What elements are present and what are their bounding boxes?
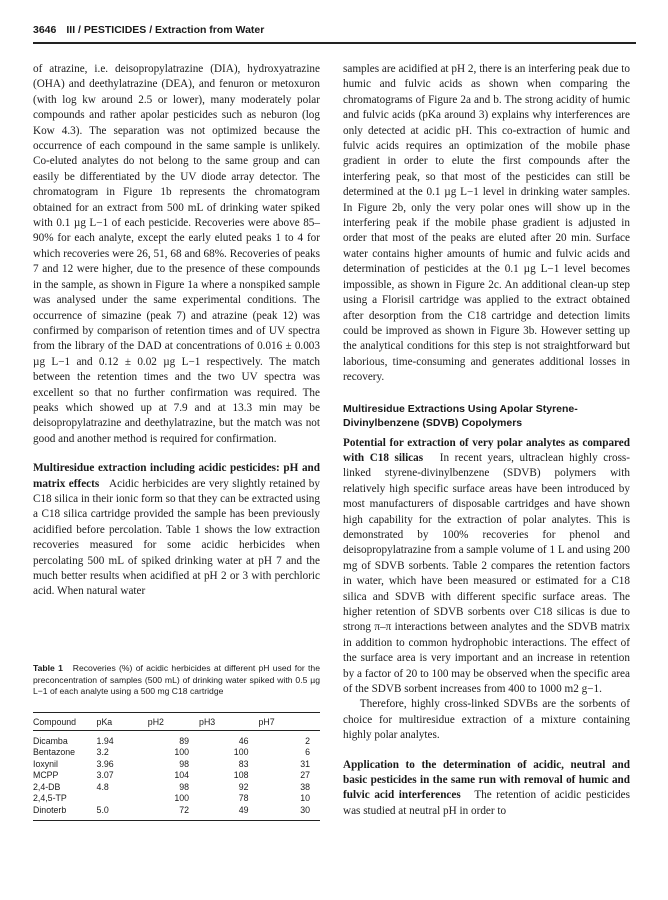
- cell-compound: Dinoterb: [33, 805, 97, 820]
- section-heading-sdvb: Multiresidue Extractions Using Apolar Styrene-Divinylbenzene (SDVB) Copolymers: [343, 402, 578, 429]
- cell-ph7: 2: [305, 735, 310, 746]
- right-column: [343, 62, 630, 819]
- cell-compound: Bentazone: [33, 747, 76, 758]
- paragraph-body-application: The retention of acidic pesticides was studied at neutral pH in order to: [343, 789, 630, 817]
- right-paragraph-4: [343, 758, 630, 820]
- table-label: Table 1: [33, 663, 63, 673]
- cell-ph7: 6: [305, 747, 310, 758]
- table-row: [33, 759, 320, 771]
- cell-pka: 3.07: [96, 770, 114, 781]
- left-column: [33, 62, 320, 600]
- header-ph7: pH7: [258, 712, 320, 730]
- recoveries-table: [33, 712, 320, 821]
- table-row: [33, 793, 320, 805]
- cell-compound: MCPP: [33, 770, 59, 781]
- header-compound: Compound: [33, 712, 97, 730]
- cell-compound: Ioxynil: [33, 758, 58, 769]
- paragraph-title-acidic: Multiresidue extraction including acidic pesticides: pH and matrix effects: [33, 462, 320, 490]
- header-ph2: pH2: [148, 712, 199, 730]
- cell-ph3: 78: [238, 793, 249, 804]
- table-row: [33, 747, 320, 759]
- table-row: [33, 730, 320, 747]
- cell-ph2: 89: [179, 735, 190, 746]
- paragraph-title-application: Application to the determination of acidic, neutral and basic pesticides in the same run with removal of humic and fulvic acid interferences: [343, 758, 630, 802]
- cell-pka: 1.94: [96, 735, 114, 746]
- cell-ph7: 31: [300, 758, 310, 769]
- cell-ph2: 100: [174, 793, 190, 804]
- running-title: III / PESTICIDES / Extraction from Water: [66, 24, 265, 36]
- table-caption-text: Recoveries (%) of acidic herbicides at different pH used for the preconcentration of samples (500 mL) of drinking water spiked with 0.5 µg L−1 of each analyte using a 500 mg C18 cartridge: [33, 663, 320, 696]
- cell-ph7: 10: [300, 793, 310, 804]
- cell-ph7: 27: [300, 770, 310, 781]
- cell-ph3: 108: [233, 770, 249, 781]
- cell-ph3: 100: [233, 747, 249, 758]
- right-paragraph-1: samples are acidified at pH 2, there is an interfering peak due to humic and fulvic acids as shown when comparing the chromatograms of Figure 2a and b. The strong acidity of humic and fulvic acids (pKa around 3) explains why interferences are only detected at acidic pH. This co-extraction of humic and fulvic acids requires an optimization of the mobile phase gradient in order to elute the first compounds after the interfering peak, so that most of the pesticides can still be determined at the 0.1 µg L−1 level in drinking water samples. In Figure 2b, only the very polar ones will show up in the interfering peak if the mobile phase gradient is adjusted in order that most of the peaks are eluted after 20 min. Surface water contains higher amounts of humic and fulvic acids and determination of pesticides at the 0.1 µg L−1 level becomes impossible, as shown in Figure 2c. An additional clean-up step using a Florisil cartridge was applied to the extract obtained after desorption from the C18 cartridge and detection limits could be improved as shown in Figure 3b. However setting up the analytical conditions for this step is not straightforward but laborious, time-consuming and generates additional losses in recovery.: [343, 63, 630, 384]
- cell-compound: 2,4,5-TP: [33, 793, 67, 804]
- cell-pka: 3.96: [96, 758, 114, 769]
- left-paragraph-2: [33, 461, 320, 600]
- header-rule: [33, 42, 636, 44]
- left-paragraph-1: of atrazine, i.e. deisopropylatrazine (DIA), hydroxyatrazine (OHA) and deethylatrazine (DEA), and fenuron or metoxuron (with log kw around 2.5 or lower), many moderately polar compounds and rather apolar pesticides such as neburon (log Kow 4.3). The separation was not optimized because the occurrence of each compound in the same sample is unlikely. Co-eluted analytes do not belong to the same group and can easily be differentiated by the UV diode array detector. The chromatogram in Figure 1b represents the chromatogram obtained for an extract from 500 mL of drinking water spiked with 0.1 µg L−1 of each pesticide. Recoveries were above 85–90% for each analyte, except the early eluted peaks 1 to 4 for which recoveries were 26, 51, 68 and 68%. Recoveries of peaks 7 and 12 were higher, due to the presence of these compounds in the sample, as shown in Figure 1a where a nonspiked sample was analysed under the same experimental conditions. The occurrence of simazine (peak 7) and atrazine (peak 12) was confirmed by comparison of retention times and of UV spectra from the library of the DAD at concentrations of 0.016 ± 0.003 µg L−1 and 0.12 ± 0.02 µg L−1 respectively. The match between the retention times and the two UV spectra was excellent so that no further confirmation was required. The peaks which showed up at 7.9 and at 13.3 min may be deisopropylatrazine and deethylatrazine, but the match was not good and another method is required for confirmation.: [33, 63, 320, 445]
- table-1: [33, 663, 320, 821]
- header-pka: pKa: [97, 712, 148, 730]
- running-header: [33, 24, 633, 36]
- cell-ph2: 98: [179, 758, 190, 769]
- cell-ph2: 104: [174, 770, 190, 781]
- table-row: [33, 770, 320, 782]
- cell-compound: 2,4-DB: [33, 781, 61, 792]
- right-paragraph-3: Therefore, highly cross-linked SDVBs are the sorbents of choice for multiresidue extraction of a mixture containing highly polar analytes.: [343, 698, 630, 742]
- table-caption: [33, 663, 320, 698]
- paragraph-body-polar: In recent years, ultraclean highly cross-linked styrene-divinylbenzene (SDVB) polymers with relatively high specific surface areas have been introduced by most manufacturers of disposable cartridges and have shown high capability for the extraction of polar analytes. This is demonstrated by 100% recoveries for phenol and deisopropylatrazine from a sample volume of 1 L and using 200 mg of SDVB sorbents. Table 2 compares the retention factors in water, which have been measured or estimated for a C18 silica and SDVB with different specific surface areas. The higher retention of SDVB sorbents over C18 silicas is due to strong π–π interactions between analytes and the SDVB matrix in addition to common hydrophobic interactions. The effect of the surface area is very important and an increase in retention by a factor of 20 to 100 may be observed when the specific area of the SDVB sorbent increases from 400 to 1000 m2 g−1.: [343, 451, 631, 696]
- page-number: 3646: [33, 24, 57, 36]
- cell-pka: 5.0: [97, 805, 148, 820]
- cell-ph3: 92: [238, 781, 249, 792]
- cell-pka: 4.8: [96, 781, 109, 792]
- cell-ph7: 38: [300, 781, 310, 792]
- cell-ph2: 72: [148, 805, 199, 820]
- table-header-row: [33, 712, 320, 730]
- cell-compound: Dicamba: [33, 735, 68, 746]
- cell-ph2: 100: [174, 747, 190, 758]
- cell-pka: 3.2: [96, 747, 109, 758]
- right-paragraph-2: [343, 436, 630, 698]
- paragraph-title-polar: Potential for extraction of very polar analytes as compared with C18 silicas: [343, 436, 630, 464]
- header-ph3: pH3: [199, 712, 258, 730]
- cell-pka: [97, 793, 148, 805]
- cell-ph3: 49: [199, 805, 258, 820]
- cell-ph2: 98: [179, 781, 190, 792]
- cell-ph3: 83: [238, 758, 249, 769]
- cell-ph3: 46: [238, 735, 249, 746]
- cell-ph7: 30: [258, 805, 320, 820]
- table-row: [33, 782, 320, 794]
- table-row: [33, 805, 320, 820]
- paragraph-body-acidic: Acidic herbicides are very slightly retained by C18 silica in their ionic form so that they can be extracted using a C18 silica cartridge provided the sample has been previously acidified before percolation. Table 1 shows the low extraction recoveries measured for some acidic herbicides when percolating 500 mL of spiked drinking water at pH 7 and the much better results when acidified at pH 2 or 3 with perchloric acid. When natural water: [33, 477, 320, 598]
